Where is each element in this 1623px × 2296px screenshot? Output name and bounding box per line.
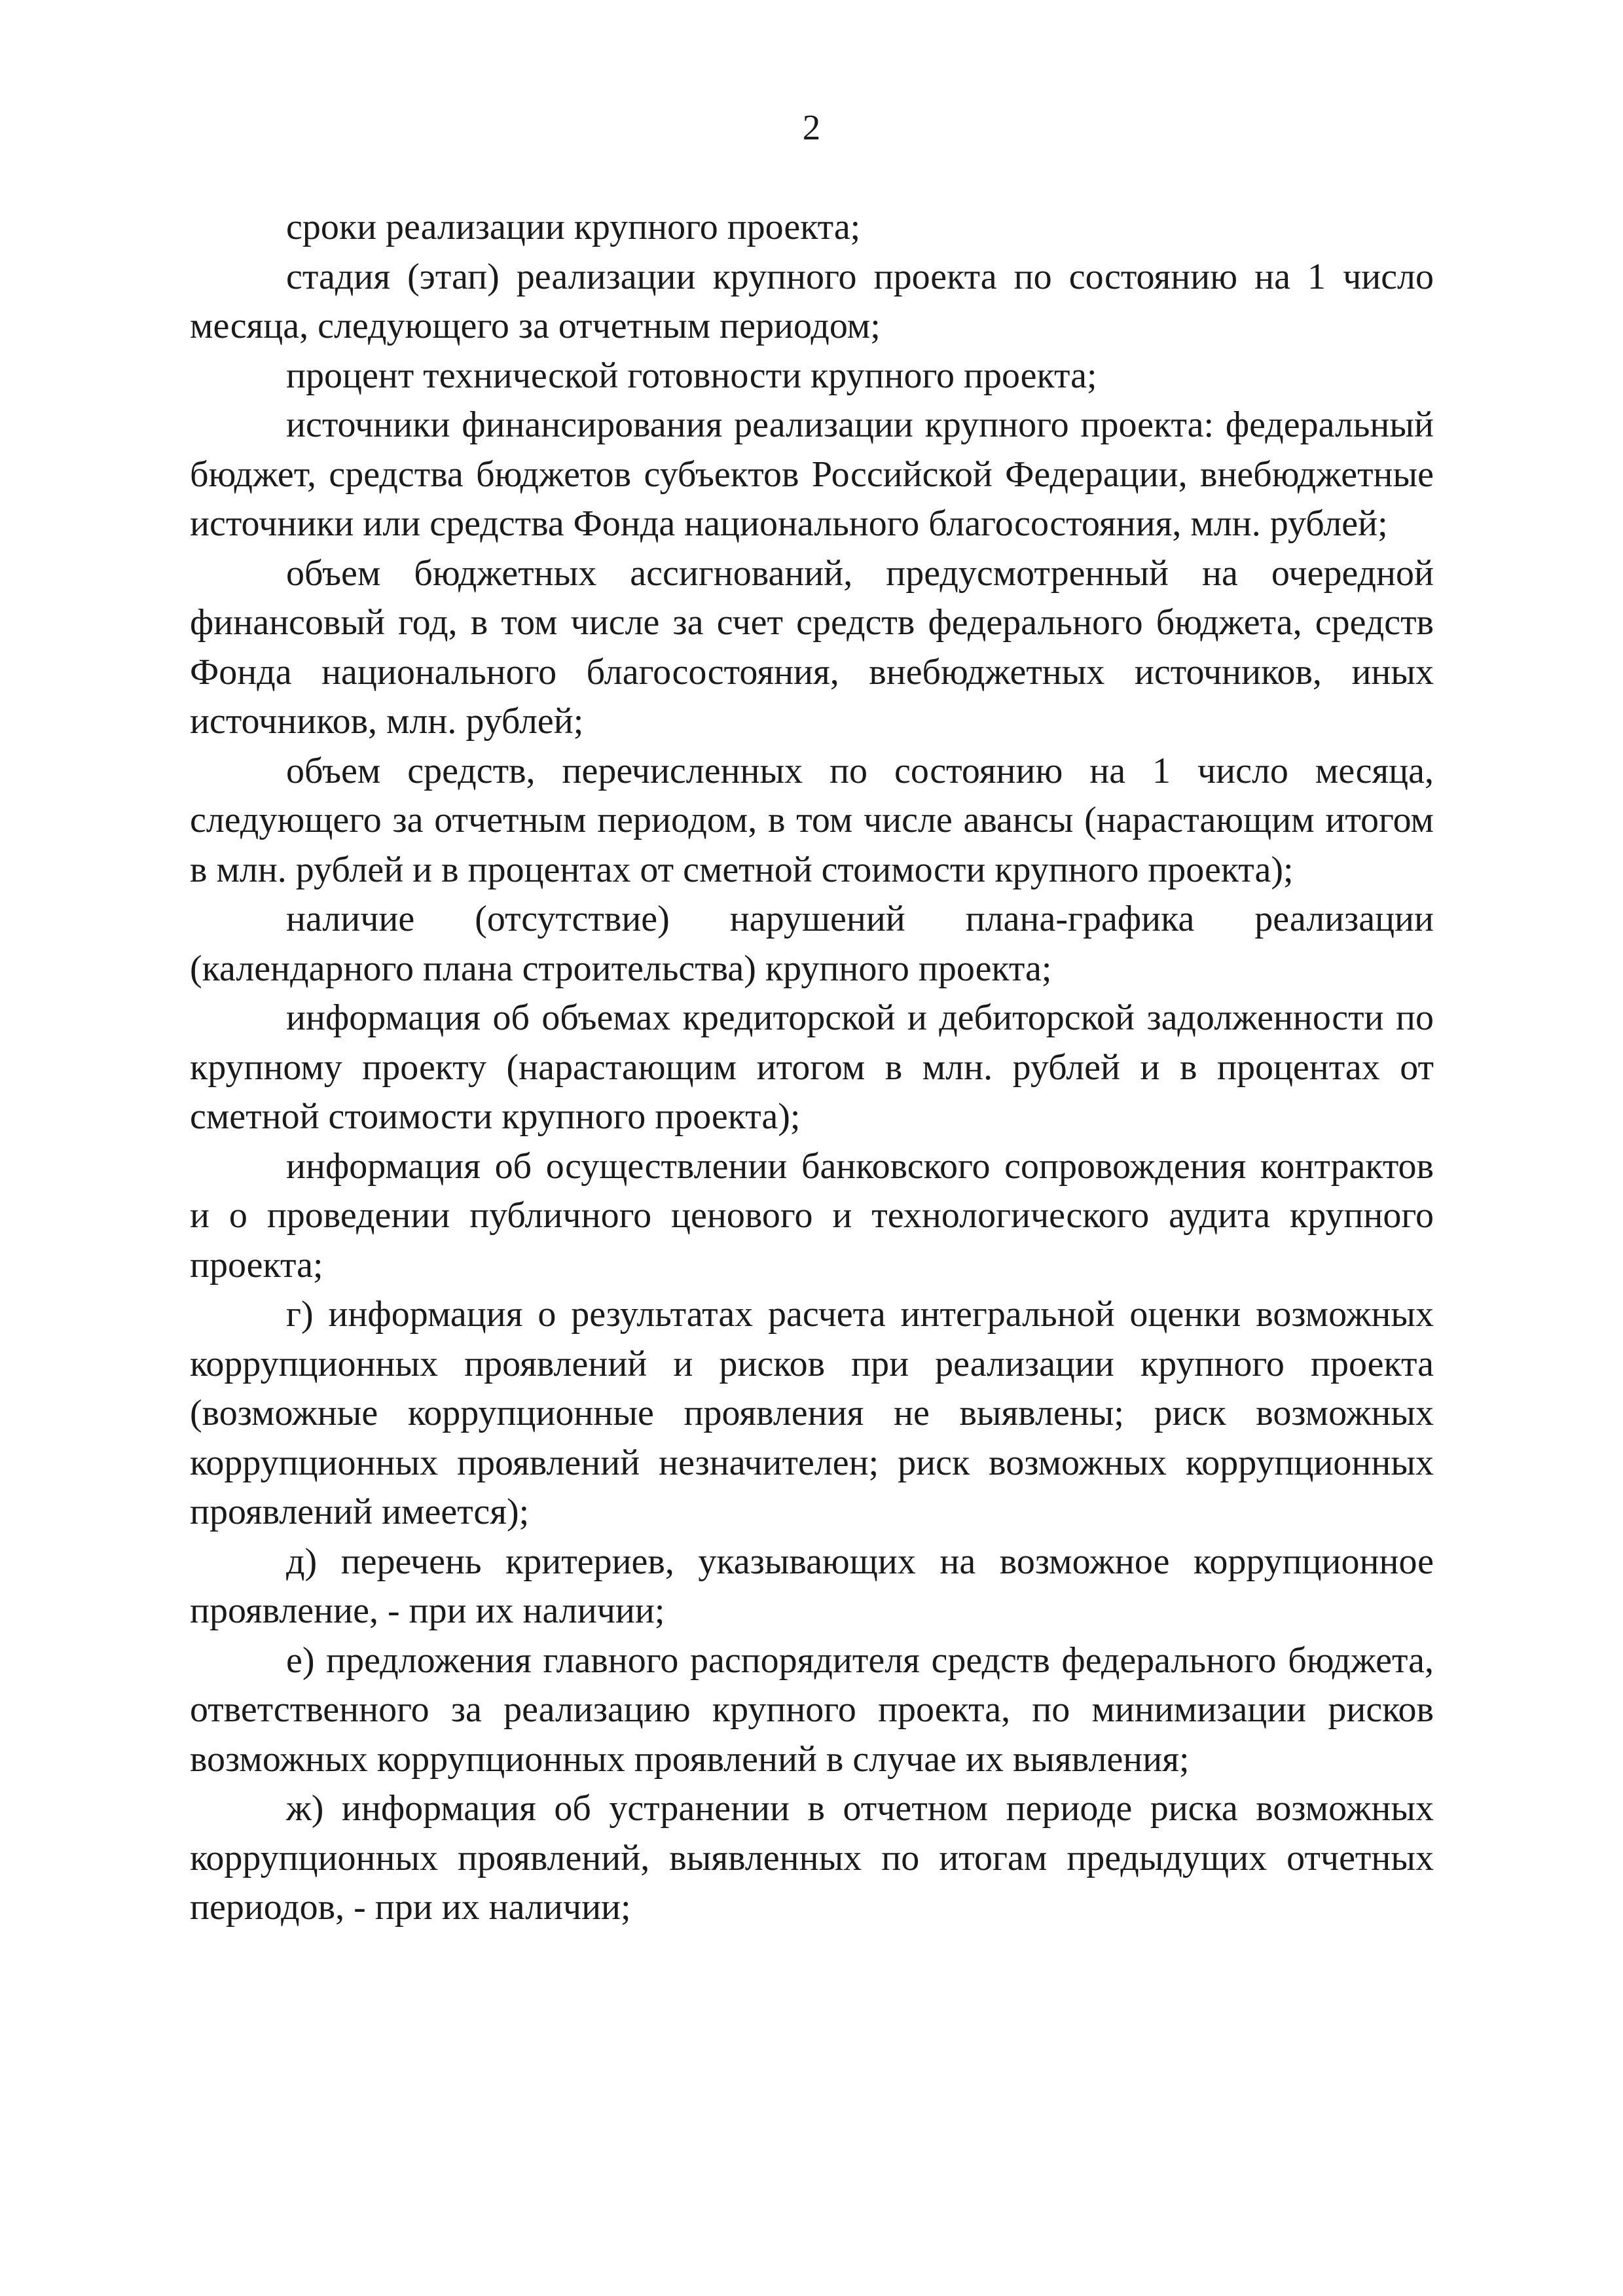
paragraph-funding-sources: источники финансирования реализации крупного проекта: федеральный бюджет, средства бюджетов субъектов Российской Федерации, внебюджетные источники или средства Фонда национального благосостояния, млн. рублей; xyxy=(190,404,1434,544)
paragraph-debt-information: информация об объемах кредиторской и дебиторской задолженности по крупному проекту (нарастающим итогом в млн. рублей и в процентах от сметной стоимости крупного проекта); xyxy=(190,997,1434,1137)
paragraph-budget-allocations: объем бюджетных ассигнований, предусмотренный на очередной финансовый год, в том числе за счет средств федерального бюджета, средств Фонда национального благосостояния, внебюджетных источников, иных источников, млн. рублей; xyxy=(190,552,1434,742)
paragraph-technical-readiness: процент технической готовности крупного проекта; xyxy=(286,355,1097,396)
paragraph-item-e: е) предложения главного распорядителя средств федерального бюджета, ответственного за реализацию крупного проекта, по минимизации рисков возможных коррупционных проявлений в случае их выявления; xyxy=(190,1640,1434,1780)
paragraph-transferred-funds: объем средств, перечисленных по состоянию на 1 число месяца, следующего за отчетным периодом, в том числе авансы (нарастающим итогом в млн. рублей и в процентах от сметной стоимости крупного проекта); xyxy=(190,750,1434,890)
paragraph-item-zh: ж) информация об устранении в отчетном периоде риска возможных коррупционных проявлений, выявленных по итогам предыдущих отчетных периодов, - при их наличии; xyxy=(190,1788,1434,1928)
paragraph-project-stage: стадия (этап) реализации крупного проекта по состоянию на 1 число месяца, следующего за отчетным периодом; xyxy=(190,256,1434,346)
paragraph-item-d: д) перечень критериев, указывающих на возможное коррупционное проявление, - при их наличии; xyxy=(190,1541,1434,1631)
paragraph-bank-support-audit: информация об осуществлении банковского сопровождения контрактов и о проведении публичного ценового и технологического аудита крупного проекта; xyxy=(190,1145,1434,1285)
paragraph-item-g: г) информация о результатах расчета интегральной оценки возможных коррупционных проявлений и рисков при реализации крупного проекта (возможные коррупционные проявления не выявлены; риск возможных коррупционных проявлений незначителен; риск возможных коррупционных проявлений имеется); xyxy=(190,1294,1434,1532)
paragraph-project-timeline: сроки реализации крупного проекта; xyxy=(286,207,861,247)
paragraph-schedule-violations: наличие (отсутствие) нарушений плана-графика реализации (календарного плана строительства) крупного проекта; xyxy=(190,899,1434,989)
page-number: 2 xyxy=(802,107,821,147)
document-body xyxy=(190,203,1434,1933)
